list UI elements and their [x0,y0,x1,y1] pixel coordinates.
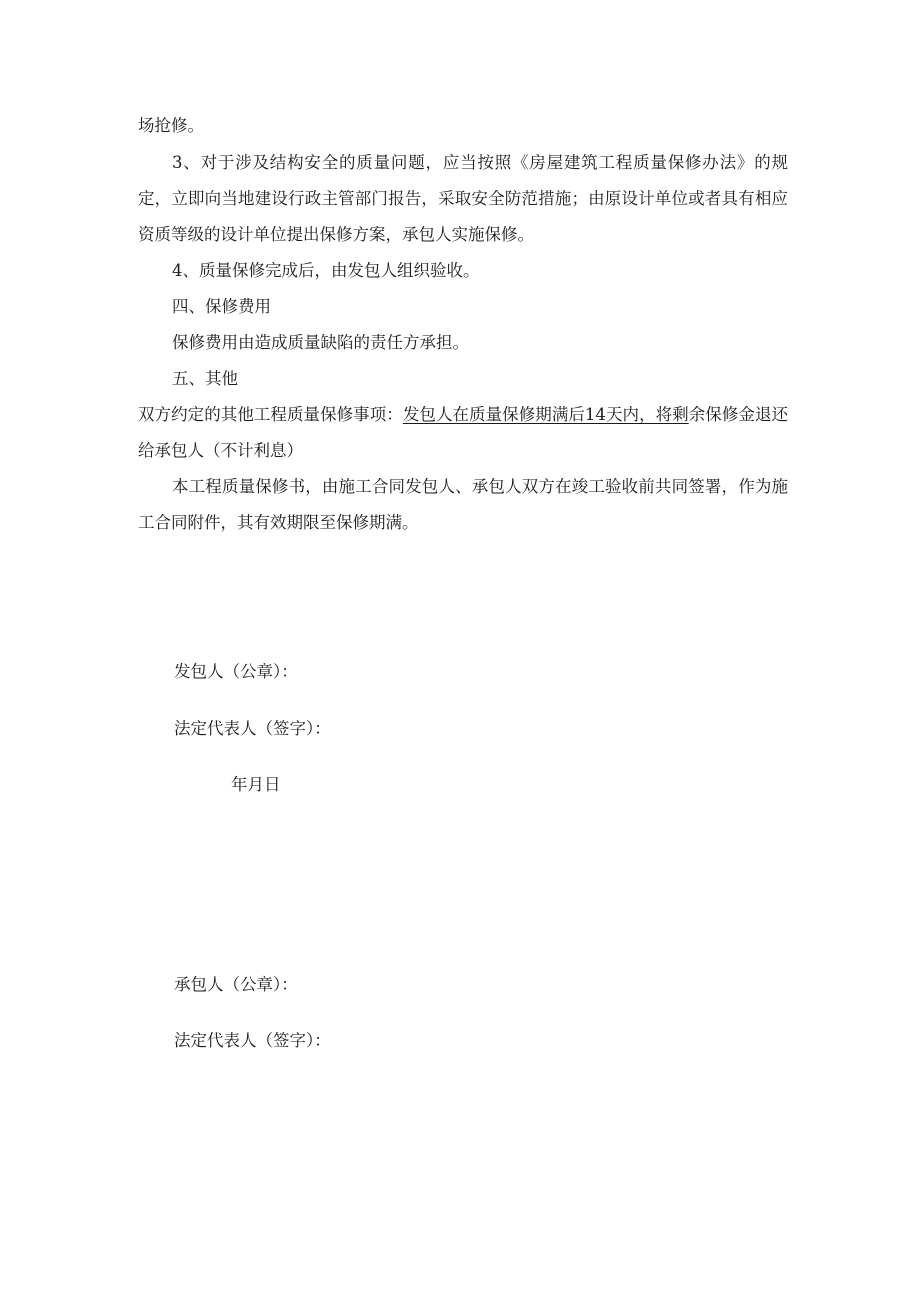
contractor-seal-label: 承包人（公章）： [174,975,298,994]
section-heading-repair-costs: 四、保修费用 [172,297,271,316]
contractor-representative-label: 法定代表人（签字）： [174,1031,331,1050]
paragraph-continuation: 场抢修。 [138,116,204,135]
paragraph-other-terms [138,397,788,469]
paragraph-item-3: 3、对于涉及结构安全的质量问题，应当按照《房屋建筑工程质量保修办法》的规定，立即向当地建设行政主管部门报告，采取安全防范措施；由原设计单位或者具有相应资质等级的设计单位提出保修方案，承包人实施保修。 [138,153,788,244]
other-terms-rest: 余保修金退还给承包人（不计利息） [138,405,788,460]
employer-representative-label: 法定代表人（签字）： [174,719,331,738]
section-heading-other: 五、其他 [172,369,238,388]
other-terms-underlined: 发包人在质量保修期满后14天内，将剩 [402,405,689,424]
other-terms-lead: 双方约定的其他工程质量保修事项： [138,405,403,424]
paragraph-item-4: 4、质量保修完成后，由发包人组织验收。 [172,261,480,280]
employer-seal-label: 发包人（公章）： [174,662,298,681]
date-label: 年月日 [231,775,281,794]
paragraph-repair-costs: 保修费用由造成质量缺陷的责任方承担。 [172,333,469,352]
paragraph-validity: 本工程质量保修书，由施工合同发包人、承包人双方在竣工验收前共同签署，作为施工合同附件，其有效期限至保修期满。 [138,477,788,532]
